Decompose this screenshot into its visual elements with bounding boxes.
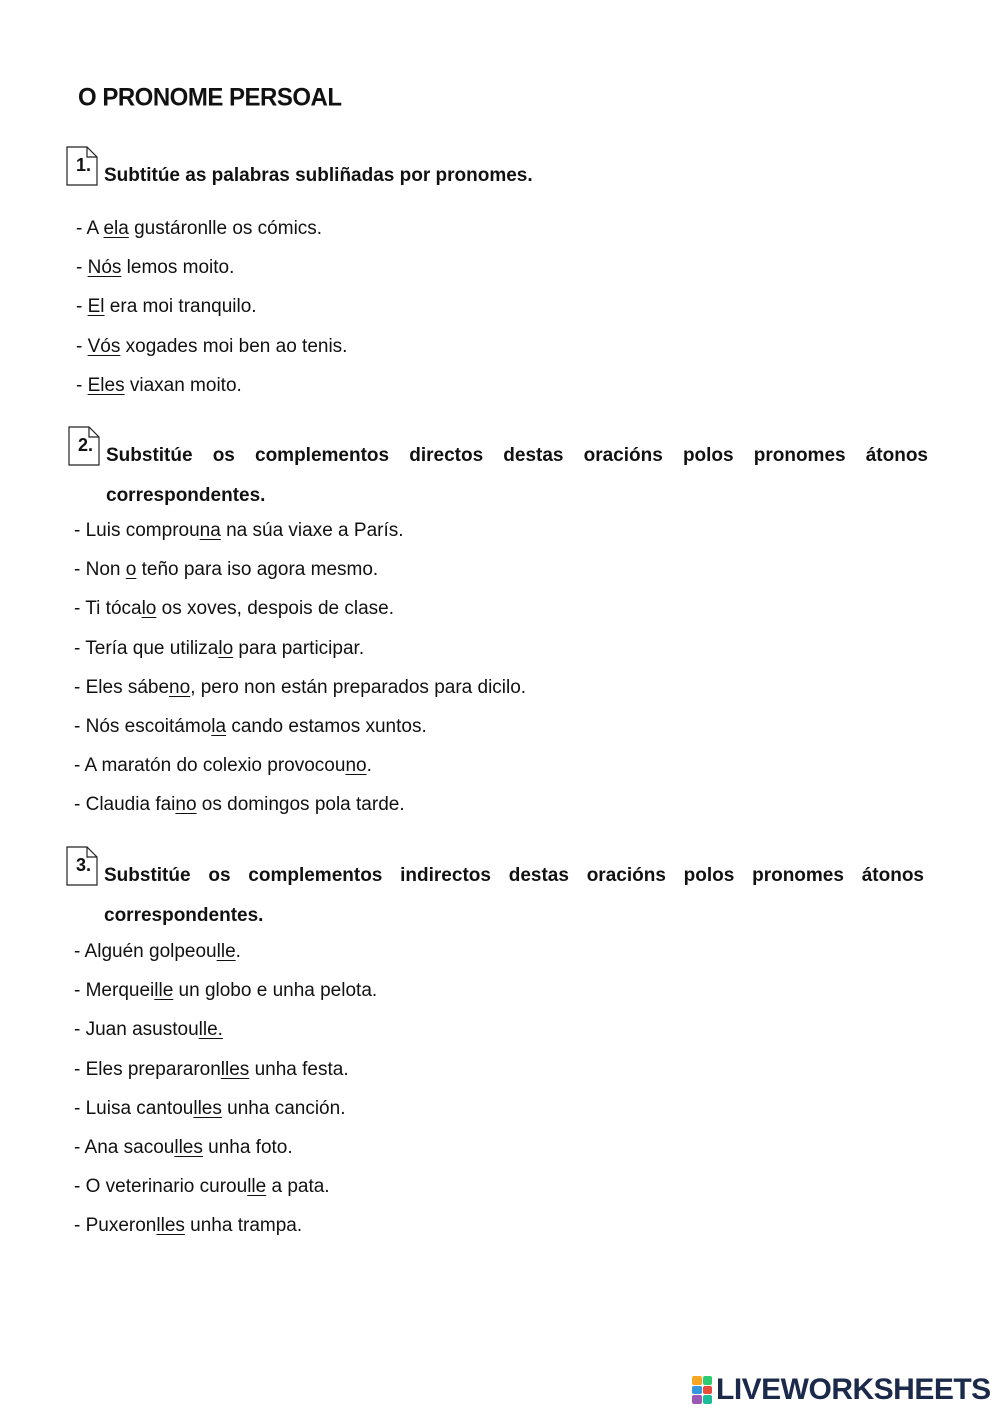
underlined-word: lles (220, 1058, 250, 1080)
exercise-instruction (106, 436, 928, 516)
underlined-word: lle. (198, 1019, 223, 1041)
underlined-word: El (87, 296, 105, 318)
page-title: O PRONOME PERSOAL (78, 83, 342, 112)
list-item: - Luis comprouna na súa viaxe a París. (74, 520, 404, 541)
list-item: - El era moi tranquilo. (76, 296, 257, 318)
underlined-word: Vós (87, 335, 121, 357)
list-item: - Eles prepararonlles unha festa. (74, 1058, 349, 1080)
underlined-word: lo (218, 637, 234, 659)
exercise-number: 1. (76, 155, 92, 175)
list-item: - Non o teño para iso agora mesmo. (74, 559, 379, 581)
document-icon (66, 146, 96, 182)
exercise-instruction (104, 156, 926, 196)
list-item: - Alguén golpeoulle. (74, 941, 241, 962)
list-item: - Juan asustoulle. (74, 1019, 223, 1041)
underlined-word: no (169, 676, 191, 698)
underlined-word: la (211, 715, 227, 737)
list-item: - A maratón do colexio provocouno. (74, 755, 372, 777)
list-item: - Puxeronlles unha trampa. (74, 1215, 303, 1237)
underlined-word: lle (247, 1176, 267, 1198)
list-item: - Ti tócalo os xoves, despois de clase. (74, 598, 395, 620)
underlined-word: Nós (87, 257, 122, 279)
underlined-word: no (345, 755, 367, 777)
list-item: - Eles viaxan moito. (76, 374, 242, 396)
list-item: - Vós xogades moi ben ao tenis. (76, 335, 348, 357)
list-item: - Merqueille un globo e unha pelota. (74, 980, 378, 1002)
liveworksheets-logo[interactable] (692, 1374, 991, 1406)
logo-text: LIVEWORKSHEETS (716, 1373, 991, 1406)
underlined-word: lle (216, 941, 236, 962)
underlined-word: lo (141, 598, 157, 620)
instruction-line-1: Substitúe os complementos indirectos destas oracións polos pronomes átonos (104, 865, 924, 886)
instruction-line-2: correspondentes. (104, 905, 264, 926)
exercise-number: 3. (76, 855, 92, 875)
list-item: - A ela gustáronlle os cómics. (76, 218, 323, 239)
exercise-2-header (68, 426, 928, 510)
logo-mark-icon (692, 1376, 712, 1404)
document-icon (66, 846, 96, 882)
exercise-2-list (74, 516, 526, 830)
underlined-word: ela (103, 218, 129, 239)
list-item: - Claudia faino os domingos pola tarde. (74, 794, 405, 816)
list-item: - Luisa cantoulles unha canción. (74, 1097, 346, 1119)
underlined-word: lles (156, 1215, 185, 1237)
exercise-3-header (66, 846, 924, 930)
underlined-word: o (125, 559, 137, 581)
underlined-word: lles (174, 1136, 203, 1158)
underlined-word: na (199, 520, 221, 541)
exercise-number: 2. (78, 435, 94, 455)
list-item: - Nós escoitámola cando estamos xuntos. (74, 715, 427, 737)
exercise-3-list (74, 937, 377, 1251)
document-icon (68, 426, 98, 462)
list-item: - Eles sábeno, pero non están preparados para dicilo. (74, 676, 527, 698)
list-item: - Tería que utilizalo para participar. (74, 637, 365, 659)
underlined-word: Eles (87, 374, 125, 396)
instruction-line-1: Substitúe os complementos directos destas oracións polos pronomes átonos (106, 445, 928, 466)
exercise-instruction (104, 856, 924, 936)
list-item: - Nós lemos moito. (76, 257, 235, 279)
underlined-word: no (175, 794, 197, 816)
exercise-1-list (76, 214, 347, 410)
instruction-line-2: correspondentes. (106, 485, 266, 506)
underlined-word: lle (154, 980, 174, 1002)
list-item: - Ana sacoulles unha foto. (74, 1136, 293, 1158)
instruction-line-1: Subtitúe as palabras subliñadas por pronomes. (104, 165, 533, 186)
list-item: - O veterinario curoulle a pata. (74, 1176, 330, 1198)
underlined-word: lles (193, 1097, 222, 1119)
exercise-1-header (66, 146, 926, 190)
